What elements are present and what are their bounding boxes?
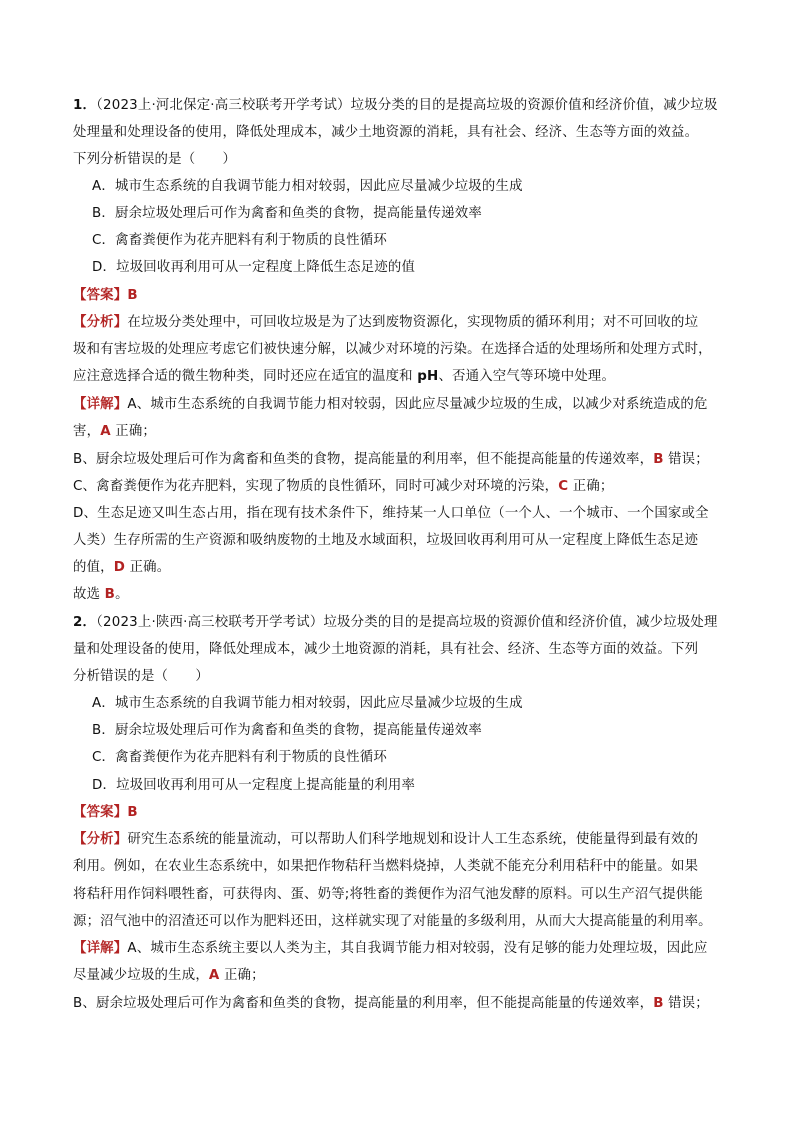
detail-text: B、厨余垃圾处理后可作为禽畜和鱼类的食物，提高能量的利用率，但不能提高能量的传递效率， — [73, 996, 654, 1011]
analysis-text: 应注意选择合适的微生物种类，同时还应在适宜的温度和 — [73, 369, 418, 384]
option-text: 城市生态系统的自我调节能力相对较弱，因此应尽量减少垃圾的生成 — [114, 179, 523, 194]
q1-conclusion — [73, 585, 733, 605]
q2-stem-text-1: 垃圾分类的目的是提高垃圾的资源价值和经济价值，减少垃圾处理 — [323, 615, 718, 630]
q2-detail-line-2 — [73, 966, 733, 986]
q2-number: 2． — [73, 615, 97, 630]
analysis-text: 、否通入空气等环境中处理。 — [438, 369, 616, 384]
option-text: 厨余垃圾处理后可作为禽畜和鱼类的食物，提高能量传递效率 — [114, 723, 482, 738]
option-letter: A． — [92, 696, 115, 711]
analysis-text: 在垃圾分类处理中，可回收垃圾是为了达到废物资源化，实现物质的循环利用；对不可回收的垃 — [127, 315, 699, 330]
detail-text: A、城市生态系统的自我调节能力相对较弱，因此应尽量减少垃圾的生成，以减少对系统造成的危 — [127, 397, 708, 412]
option-text: 垃圾回收再利用可从一定程度上降低生态足迹的值 — [116, 260, 416, 275]
option-text: 垃圾回收再利用可从一定程度上提高能量的利用率 — [116, 778, 416, 793]
detail-text: 正确。 — [125, 560, 171, 575]
q2-option-d — [92, 776, 752, 796]
conclusion-text: 故选 — [73, 587, 105, 602]
q2-option-b — [92, 721, 752, 741]
option-letter: B． — [92, 723, 115, 738]
q2-answer — [73, 803, 733, 823]
q2-analysis-line-2: 利用。例如，在农业生态系统中，如果把作物秸秆当燃料烧掉，人类就不能充分利用秸秆中的能量。如果 — [73, 859, 699, 874]
detail-text: 正确； — [219, 968, 265, 983]
q1-analysis-line-1 — [73, 313, 733, 333]
detail-text: C、禽畜粪便作为花卉肥料，实现了物质的良性循环，同时可减少对环境的污染， — [73, 479, 559, 494]
conclusion-text: 。 — [115, 587, 129, 602]
analysis-tag: 【分析】 — [73, 832, 128, 847]
option-text: 禽畜粪便作为花卉肥料有利于物质的良性循环 — [115, 233, 387, 248]
q2-stem-line-2: 量和处理设备的使用，降低处理成本，减少土地资源的消耗，具有社会、经济、生态等方面的效益。下列 — [73, 642, 699, 657]
option-ref: D — [113, 560, 126, 575]
analysis-tag: 【分析】 — [73, 315, 128, 330]
q1-analysis-line-3 — [73, 367, 733, 387]
detail-text: 错误； — [663, 996, 709, 1011]
q1-detail-line-d2: 人类）生存所需的生产资源和吸纳废物的土地及水域面积，垃圾回收再利用可从一定程度上降低生态足迹 — [73, 533, 699, 548]
q1-detail-line-2 — [73, 422, 733, 442]
option-ref: B — [104, 587, 116, 602]
option-letter: D． — [92, 260, 117, 275]
detail-tag: 【详解】 — [73, 941, 128, 956]
answer-tag: 【答案】 — [73, 288, 128, 303]
analysis-text: 研究生态系统的能量流动，可以帮助人们科学地规划和设计人工生态系统，使能量得到最有效的 — [127, 832, 699, 847]
option-ref: A — [208, 968, 220, 983]
option-letter: C． — [92, 233, 116, 248]
option-ref: B — [653, 452, 664, 467]
q2-option-a — [92, 694, 752, 714]
detail-text: 害， — [73, 424, 101, 439]
detail-text: 正确； — [110, 424, 156, 439]
q1-stem-text-1: 垃圾分类的目的是提高垃圾的资源价值和经济价值，减少垃圾 — [350, 98, 718, 113]
q1-option-b — [92, 204, 752, 224]
q1-option-d — [92, 258, 752, 278]
option-letter: A． — [92, 179, 115, 194]
detail-tag: 【详解】 — [73, 397, 128, 412]
q1-option-c — [92, 231, 752, 251]
option-letter: C． — [92, 750, 116, 765]
q1-stem-line-1 — [73, 96, 733, 116]
q1-detail-line-c — [73, 477, 733, 497]
detail-text: 正确； — [568, 479, 614, 494]
q2-analysis-line-3: 将秸秆用作饲料喂牲畜，可获得肉、蛋、奶等;将牲畜的粪便作为沼气池发酵的原料。可以生产沼气提供能 — [73, 887, 703, 902]
q1-answer — [73, 286, 733, 306]
q2-stem-line-3: 分析错误的是（ ） — [73, 669, 209, 684]
option-text: 城市生态系统的自我调节能力相对较弱，因此应尽量减少垃圾的生成 — [114, 696, 523, 711]
q1-detail-line-d1: D、生态足迹又叫生态占用，指在现有技术条件下，维持某一人口单位（一个人、一个城市、一个国家或全 — [73, 506, 709, 521]
option-ref: B — [653, 996, 664, 1011]
q2-detail-line-1 — [73, 939, 733, 959]
answer-value: B — [127, 805, 138, 820]
q1-stem-line-3: 下列分析错误的是（ ） — [73, 152, 237, 167]
q1-number: 1． — [73, 98, 97, 113]
option-letter: B． — [92, 206, 115, 221]
q1-detail-line-b — [73, 450, 733, 470]
option-letter: D． — [92, 778, 117, 793]
q2-source: （2023上·陕西·高三校联考开学考试） — [96, 615, 324, 630]
q2-detail-line-b — [73, 994, 733, 1014]
answer-tag: 【答案】 — [73, 805, 128, 820]
detail-text: B、厨余垃圾处理后可作为禽畜和鱼类的食物，提高能量的利用率，但不能提高能量的传递效率， — [73, 452, 654, 467]
option-ref: A — [100, 424, 111, 439]
detail-text: 错误； — [663, 452, 709, 467]
q1-detail-line-1 — [73, 395, 733, 415]
detail-text: 的值， — [73, 560, 114, 575]
ph-term: pH — [417, 369, 439, 384]
q1-stem-line-2: 处理量和处理设备的使用，降低处理成本，减少土地资源的消耗，具有社会、经济、生态等方面的效益。 — [73, 125, 699, 140]
detail-text: A、城市生态系统主要以人类为主，其自我调节能力相对较弱，没有足够的能力处理垃圾，因此应 — [127, 941, 708, 956]
option-text: 禽畜粪便作为花卉肥料有利于物质的良性循环 — [115, 750, 387, 765]
q1-option-a — [92, 177, 752, 197]
q1-detail-line-d3 — [73, 558, 733, 578]
q2-analysis-line-1 — [73, 830, 733, 850]
option-ref: C — [558, 479, 569, 494]
q2-option-c — [92, 748, 752, 768]
q1-source: （2023上·河北保定·高三校联考开学考试） — [96, 98, 351, 113]
option-text: 厨余垃圾处理后可作为禽畜和鱼类的食物，提高能量传递效率 — [114, 206, 482, 221]
q2-stem-line-1 — [73, 613, 733, 633]
q1-analysis-line-2: 圾和有害垃圾的处理应考虑它们被快速分解，以减少对环境的污染。在选择合适的处理场所和处理方式时， — [73, 342, 712, 357]
answer-value: B — [127, 288, 138, 303]
q2-analysis-line-4: 源；沼气池中的沼渣还可以作为肥料还田，这样就实现了对能量的多级利用，从而大大提高能量的利用率。 — [73, 914, 712, 929]
detail-text: 尽量减少垃圾的生成， — [73, 968, 209, 983]
